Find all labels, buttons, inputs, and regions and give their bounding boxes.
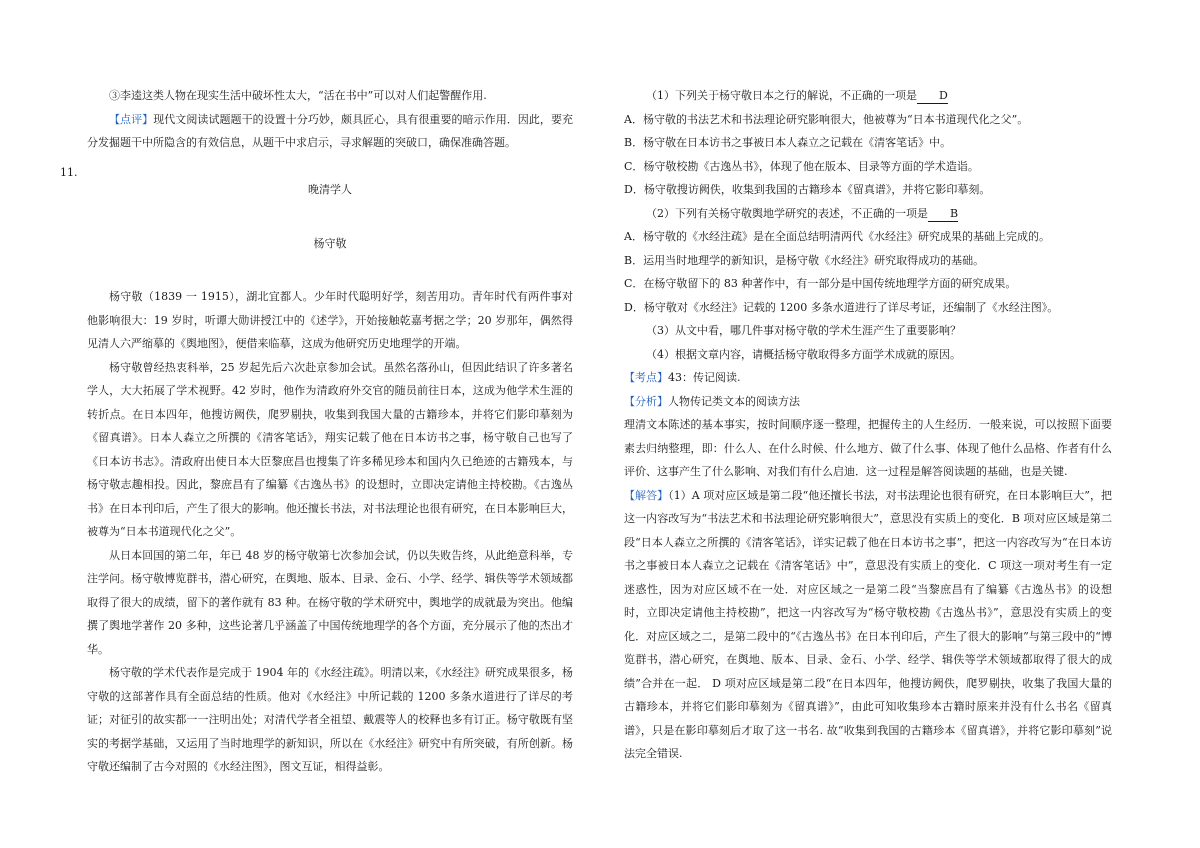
dianping-tag: 【点评】 xyxy=(109,112,154,126)
left-column xyxy=(87,84,573,779)
q1-option-c: C．杨守敬校勘《古逸丛书》，体现了他在版本、目录等方面的学术造诣。 xyxy=(624,159,979,173)
article-paragraph: 杨守敬曾经热衷科举，25 岁起先后六次赴京参加会试。虽然名落孙山，但因此结识了许多著名学人，大大拓展了学术视野。42 岁时，他作为清政府外交官的随员前往日本，这成为他学术生涯的转折点。在日本四年，他搜访阙佚，爬罗剔抉，收集到我国大量的古籍珍本，并将它们影印摹刻为《留真谱》。日本人森立之所撰的《清客笔话》，翔实记载了他在日本访书之事，杨守敬自己也写了《日本访书志》。清政府出使日本大臣黎庶昌也搜集了许多稀见珍本和国内久已绝迹的古籍残本，与杨守敬志趣相投。因此，黎庶昌有了编纂《古逸丛书》的设想时，立即决定请他主持校勘。《古逸丛书》在日本刊印后，产生了很大的影响。他还擅长书法，对书法理论也很有研究，在日本影响巨大，被尊为“日本书道现代化之父”。 xyxy=(87,360,573,538)
dianping-paragraph xyxy=(87,108,573,155)
q2-option-b: B．运用当时地理学的新知识，是杨守敬《水经注》研究取得成功的基础。 xyxy=(624,253,985,267)
question-2 xyxy=(624,202,1112,226)
question-3: （3）从文中看，哪几件事对杨守敬的学术生涯产生了重要影响？ xyxy=(646,324,961,337)
jieda-tag: 【解答】 xyxy=(624,488,669,502)
fenxi-tag: 【分析】 xyxy=(624,394,668,408)
question-1-text: （1）下列关于杨守敬日本之行的解说，不正确的一项是 xyxy=(646,89,917,102)
q1-option-a: A．杨守敬的书法艺术和书法理论研究影响很大，他被尊为“日本书道现代化之父”。 xyxy=(624,112,1029,126)
fenxi-line xyxy=(624,390,1112,414)
fenxi-text: 理清文本陈述的基本事实，按时间顺序逐一整理，把握传主的人生经历．一般来说，可以按照下面要素去归纳整理，即：什么人、在什么时候、什么地方、做了什么事、体现了他什么品格、作者有什么评价、这事产生了什么影响、对我们有什么启迪．这一过程是解答阅读题的基础，也是关键. xyxy=(624,418,1112,478)
q2-option-c: C．在杨守敬留下的 83 种著作中，有一部分是中国传统地理学方面的研究成果。 xyxy=(624,277,1017,290)
q2-option-d: D．杨守敬对《水经注》记载的 1200 多条水道进行了详尽考证，还编制了《水经注图》。 xyxy=(624,300,1059,314)
question-1-answer: D xyxy=(917,89,948,104)
question-1 xyxy=(624,84,1112,108)
kaodian-tag: 【考点】 xyxy=(624,371,668,384)
question-4: （4）根据文章内容，请概括杨守敬取得多方面学术成就的原因。 xyxy=(646,347,961,361)
q2-option-a: A．杨守敬的《水经注疏》是在全面总结明清两代《水经注》研究成果的基础上完成的。 xyxy=(624,230,1050,243)
article-paragraph: 杨守敬的学术代表作是完成于 1904 年的《水经注疏》。明清以来，《水经注》研究成果很多，杨守敬的这部著作具有全面总结的性质。他对《水经注》中所记载的 1200 多条水道进行了详尽的考证；对征引的故实都一一注明出处；对清代学者全祖望、戴震等人的校释也多有订正。杨守敬既有坚实的考据学基础，又运用了当时地理学的新知识，所以在《水经注》研究中有所突破，有所创新。杨守敬还编制了古今对照的《水经注图》，图文互证，相得益彰。 xyxy=(87,666,573,773)
question-number: 11. xyxy=(60,166,78,179)
right-column xyxy=(624,84,1112,766)
q1-option-d: D．杨守敬搜访阙佚，收集到我国的古籍珍本《留真谱》，并将它影印摹刻。 xyxy=(624,183,991,196)
dianping-text: 现代文阅读试题题干的设置十分巧妙，颇具匠心，具有很重要的暗示作用．因此，要充分发掘题干中所隐含的有效信息，从题干中求启示，寻求解题的突破口，确保准确答题。 xyxy=(87,112,574,149)
q1-option-b: B．杨守敬在日本访书之事被日本人森立之记载在《清客笔话》中。 xyxy=(624,136,952,149)
article-paragraph: 从日本回国的第二年，年已 48 岁的杨守敬第七次参加会试，仍以失败告终，从此绝意科举，专注学问。杨守敬博览群书，潜心研究，在舆地、版本、目录、金石、小学、经学、辑佚等学术领域都取得了很大的成绩，留下的著作就有 83 种。在杨守敬的学术研究中，舆地学的成就最为突出。他编撰了舆地学著作 20 多种，这些论著几乎涵盖了中国传统地理学的各个方面，充分展示了他的杰出才华。 xyxy=(87,548,573,656)
section-title: 晚清学人 xyxy=(308,183,352,196)
question-2-text: （2）下列有关杨守敬舆地学研究的表述，不正确的一项是 xyxy=(646,206,928,220)
previous-answer-line: ③李逵这类人物在现实生活中破坏性太大，“活在书中”可以对人们起警醒作用. xyxy=(109,89,487,102)
article-subtitle: 杨守敬 xyxy=(313,236,347,250)
fenxi-heading: 人物传记类文本的阅读方法 xyxy=(668,394,800,408)
question-2-answer: B xyxy=(928,207,958,222)
article-paragraph: 杨守敬（1839 一 1915），湖北宜都人。少年时代聪明好学，刻苦用功。青年时代有两件事对他影响很大：19 岁时，听谭大勋讲授江中的《述学》，开始接触乾嘉考据之学；20 岁那年，偶然得见清人六严缩摹的《舆地图》，便借来临摹，这成为他研究历史地理学的开端。 xyxy=(87,290,573,350)
jieda-text: （1）A 项对应区域是第二段“他还擅长书法，对书法理论也很有研究，在日本影响巨大”，把这一内容改写为“书法艺术和书法理论研究影响很大”，意思没有实质上的变化．B 项对应区域是第二段“日本人森立之所撰的《清客笔话》，详实记载了他在日本访书之事”，把这一内容改写为“在日本访书之事被日本人森立之记载在《清客笔话》中”，意思没有实质上的变化．C 项这一项对考生有一定迷惑性，因为对应区域不在一处．对应区域之一是第二段“当黎庶昌有了编纂《古逸丛书》的设想时，立即决定请他主持校勘”，把这一内容改写为“杨守敬校勘《古逸丛书》”，意思没有实质上的变化．对应区域之二，是第二段中的“《古逸丛书》在日本刊印后，产生了很大的影响”与第三段中的“博览群书，潜心研究，在舆地、版本、目录、金石、小学、经学、辑佚等学术领域都取得了很大的成绩”合并在一起． D 项对应区域是第二段“在日本四年，他搜访阙佚，爬罗剔抉，收集了我国大量的古籍珍本，并将它们影印摹刻为《留真谱》”，由此可知收集珍本古籍时原来并没有什么书名《留真谱》，只是在影印摹刻后才取了这一书名. 故“收集到我国的古籍珍本《留真谱》，并将它影印摹刻”说法完全错误. xyxy=(624,488,1113,760)
kaodian-text: 43：传记阅读. xyxy=(668,371,741,384)
kaodian-line xyxy=(624,366,1112,390)
jieda-paragraph xyxy=(624,484,1112,766)
